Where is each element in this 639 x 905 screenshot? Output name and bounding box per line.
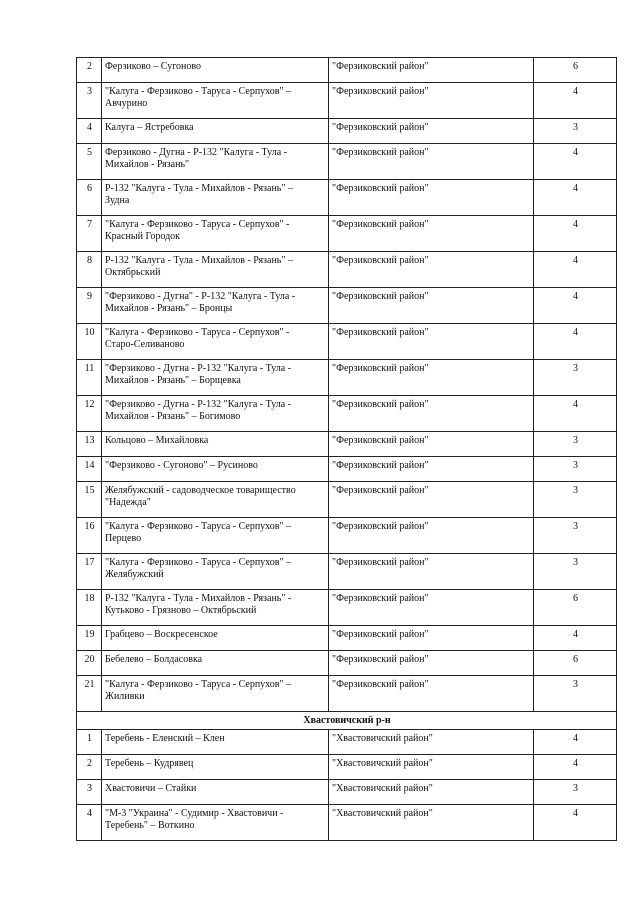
- district-name: "Ферзиковский район": [329, 144, 534, 180]
- table-row: [77, 730, 617, 755]
- row-number: 12: [77, 396, 102, 432]
- category-value: 4: [534, 730, 617, 755]
- row-number: 14: [77, 457, 102, 482]
- district-name: "Ферзиковский район": [329, 518, 534, 554]
- row-number: 3: [77, 780, 102, 805]
- road-name: "Ферзиково - Дугна - Р-132 "Калуга - Тула - Михайлов - Рязань" – Богимово: [102, 396, 329, 432]
- row-number: 16: [77, 518, 102, 554]
- road-name: Теребень - Еленский – Клен: [102, 730, 329, 755]
- row-number: 4: [77, 805, 102, 841]
- table-row: [77, 626, 617, 651]
- district-name: "Ферзиковский район": [329, 180, 534, 216]
- table-row: [77, 590, 617, 626]
- road-name: "М-3 "Украина" - Судимир - Хвастовичи - Теребень" – Воткино: [102, 805, 329, 841]
- category-value: 6: [534, 651, 617, 676]
- row-number: 9: [77, 288, 102, 324]
- category-value: 4: [534, 626, 617, 651]
- table-row: [77, 651, 617, 676]
- district-name: "Ферзиковский район": [329, 457, 534, 482]
- table-row: [77, 360, 617, 396]
- row-number: 18: [77, 590, 102, 626]
- road-name: "Калуга - Ферзиково - Таруса - Серпухов" – Желябужский: [102, 554, 329, 590]
- section-header-group: [77, 712, 617, 730]
- category-value: 4: [534, 180, 617, 216]
- category-value: 3: [534, 119, 617, 144]
- table-row: [77, 119, 617, 144]
- road-name: "Калуга - Ферзиково - Таруса - Серпухов" – Жиливки: [102, 676, 329, 712]
- road-name: Калуга – Ястребовка: [102, 119, 329, 144]
- district-name: "Ферзиковский район": [329, 216, 534, 252]
- category-value: 3: [534, 457, 617, 482]
- district-name: "Ферзиковский район": [329, 324, 534, 360]
- section-header-row: [77, 712, 617, 730]
- category-value: 3: [534, 432, 617, 457]
- category-value: 3: [534, 676, 617, 712]
- district-name: "Ферзиковский район": [329, 554, 534, 590]
- row-number: 10: [77, 324, 102, 360]
- row-number: 3: [77, 83, 102, 119]
- table-row: [77, 457, 617, 482]
- district-name: "Хвастовичский район": [329, 805, 534, 841]
- table-row: [77, 396, 617, 432]
- category-value: 3: [534, 518, 617, 554]
- row-number: 21: [77, 676, 102, 712]
- row-number: 11: [77, 360, 102, 396]
- category-value: 4: [534, 324, 617, 360]
- district-name: "Хвастовичский район": [329, 730, 534, 755]
- road-name: "Ферзиково - Сугоново" – Русиново: [102, 457, 329, 482]
- row-number: 1: [77, 730, 102, 755]
- road-name: Хвастовичи – Стайки: [102, 780, 329, 805]
- road-name: Грабцево – Воскресенское: [102, 626, 329, 651]
- district-name: "Ферзиковский район": [329, 83, 534, 119]
- district-name: "Хвастовичский район": [329, 780, 534, 805]
- table-row: [77, 144, 617, 180]
- district-name: "Ферзиковский район": [329, 119, 534, 144]
- category-value: 3: [534, 360, 617, 396]
- road-name: Бебелево – Болдасовка: [102, 651, 329, 676]
- category-value: 3: [534, 482, 617, 518]
- table-row: [77, 83, 617, 119]
- table-row: [77, 216, 617, 252]
- category-value: 4: [534, 755, 617, 780]
- row-number: 4: [77, 119, 102, 144]
- district-name: "Ферзиковский район": [329, 432, 534, 457]
- row-number: 8: [77, 252, 102, 288]
- row-number: 13: [77, 432, 102, 457]
- row-number: 6: [77, 180, 102, 216]
- category-value: 4: [534, 288, 617, 324]
- road-name: "Калуга - Ферзиково - Таруса - Серпухов" - Красный Городок: [102, 216, 329, 252]
- row-number: 17: [77, 554, 102, 590]
- road-name: "Ферзиково - Дугна" - Р-132 "Калуга - Тула - Михайлов - Рязань" – Бронцы: [102, 288, 329, 324]
- category-value: 6: [534, 590, 617, 626]
- road-name: Теребень – Кудрявец: [102, 755, 329, 780]
- road-name: Кольцово – Михайловка: [102, 432, 329, 457]
- district-name: "Ферзиковский район": [329, 482, 534, 518]
- ferzikovo-section: [77, 58, 617, 712]
- road-name: "Калуга - Ферзиково - Таруса - Серпухов" – Авчурино: [102, 83, 329, 119]
- category-value: 3: [534, 554, 617, 590]
- district-name: "Ферзиковский район": [329, 252, 534, 288]
- table-row: [77, 288, 617, 324]
- road-name: Ферзиково - Дугна - Р-132 "Калуга - Тула - Михайлов - Рязань": [102, 144, 329, 180]
- table-row: [77, 180, 617, 216]
- khvastovichi-section: [77, 730, 617, 841]
- table-row: [77, 805, 617, 841]
- roads-table: [76, 57, 617, 841]
- category-value: 4: [534, 805, 617, 841]
- table-row: [77, 676, 617, 712]
- table-row: [77, 518, 617, 554]
- table-row: [77, 755, 617, 780]
- table-row: [77, 58, 617, 83]
- district-name: "Ферзиковский район": [329, 626, 534, 651]
- category-value: 3: [534, 780, 617, 805]
- district-name: "Ферзиковский район": [329, 396, 534, 432]
- road-name: Ферзиково – Сугоново: [102, 58, 329, 83]
- district-name: "Ферзиковский район": [329, 360, 534, 396]
- district-name: "Ферзиковский район": [329, 58, 534, 83]
- row-number: 20: [77, 651, 102, 676]
- table-row: [77, 432, 617, 457]
- road-name: "Калуга - Ферзиково - Таруса - Серпухов" – Перцево: [102, 518, 329, 554]
- road-name: Р-132 "Калуга - Тула - Михайлов - Рязань" – Зудна: [102, 180, 329, 216]
- district-name: "Ферзиковский район": [329, 676, 534, 712]
- category-value: 4: [534, 144, 617, 180]
- category-value: 4: [534, 83, 617, 119]
- road-name: Р-132 "Калуга - Тула - Михайлов - Рязань" - Кутьково - Грязново – Октябрьский: [102, 590, 329, 626]
- row-number: 15: [77, 482, 102, 518]
- category-value: 4: [534, 252, 617, 288]
- table-row: [77, 482, 617, 518]
- district-name: "Ферзиковский район": [329, 651, 534, 676]
- row-number: 19: [77, 626, 102, 651]
- road-name: Р-132 "Калуга - Тула - Михайлов - Рязань" – Октябрьский: [102, 252, 329, 288]
- road-name: "Ферзиково - Дугна - Р-132 "Калуга - Тула - Михайлов - Рязань" – Борщевка: [102, 360, 329, 396]
- table-row: [77, 780, 617, 805]
- road-name: Желябужский - садоводческое товарищество "Надежда": [102, 482, 329, 518]
- category-value: 4: [534, 216, 617, 252]
- table-row: [77, 252, 617, 288]
- row-number: 2: [77, 755, 102, 780]
- row-number: 2: [77, 58, 102, 83]
- row-number: 7: [77, 216, 102, 252]
- district-name: "Ферзиковский район": [329, 288, 534, 324]
- district-name: "Хвастовичский район": [329, 755, 534, 780]
- district-name: "Ферзиковский район": [329, 590, 534, 626]
- table-row: [77, 324, 617, 360]
- section-title: Хвастовичский р-н: [77, 712, 617, 730]
- road-name: "Калуга - Ферзиково - Таруса - Серпухов" - Старо-Селиваново: [102, 324, 329, 360]
- row-number: 5: [77, 144, 102, 180]
- table-row: [77, 554, 617, 590]
- category-value: 4: [534, 396, 617, 432]
- category-value: 6: [534, 58, 617, 83]
